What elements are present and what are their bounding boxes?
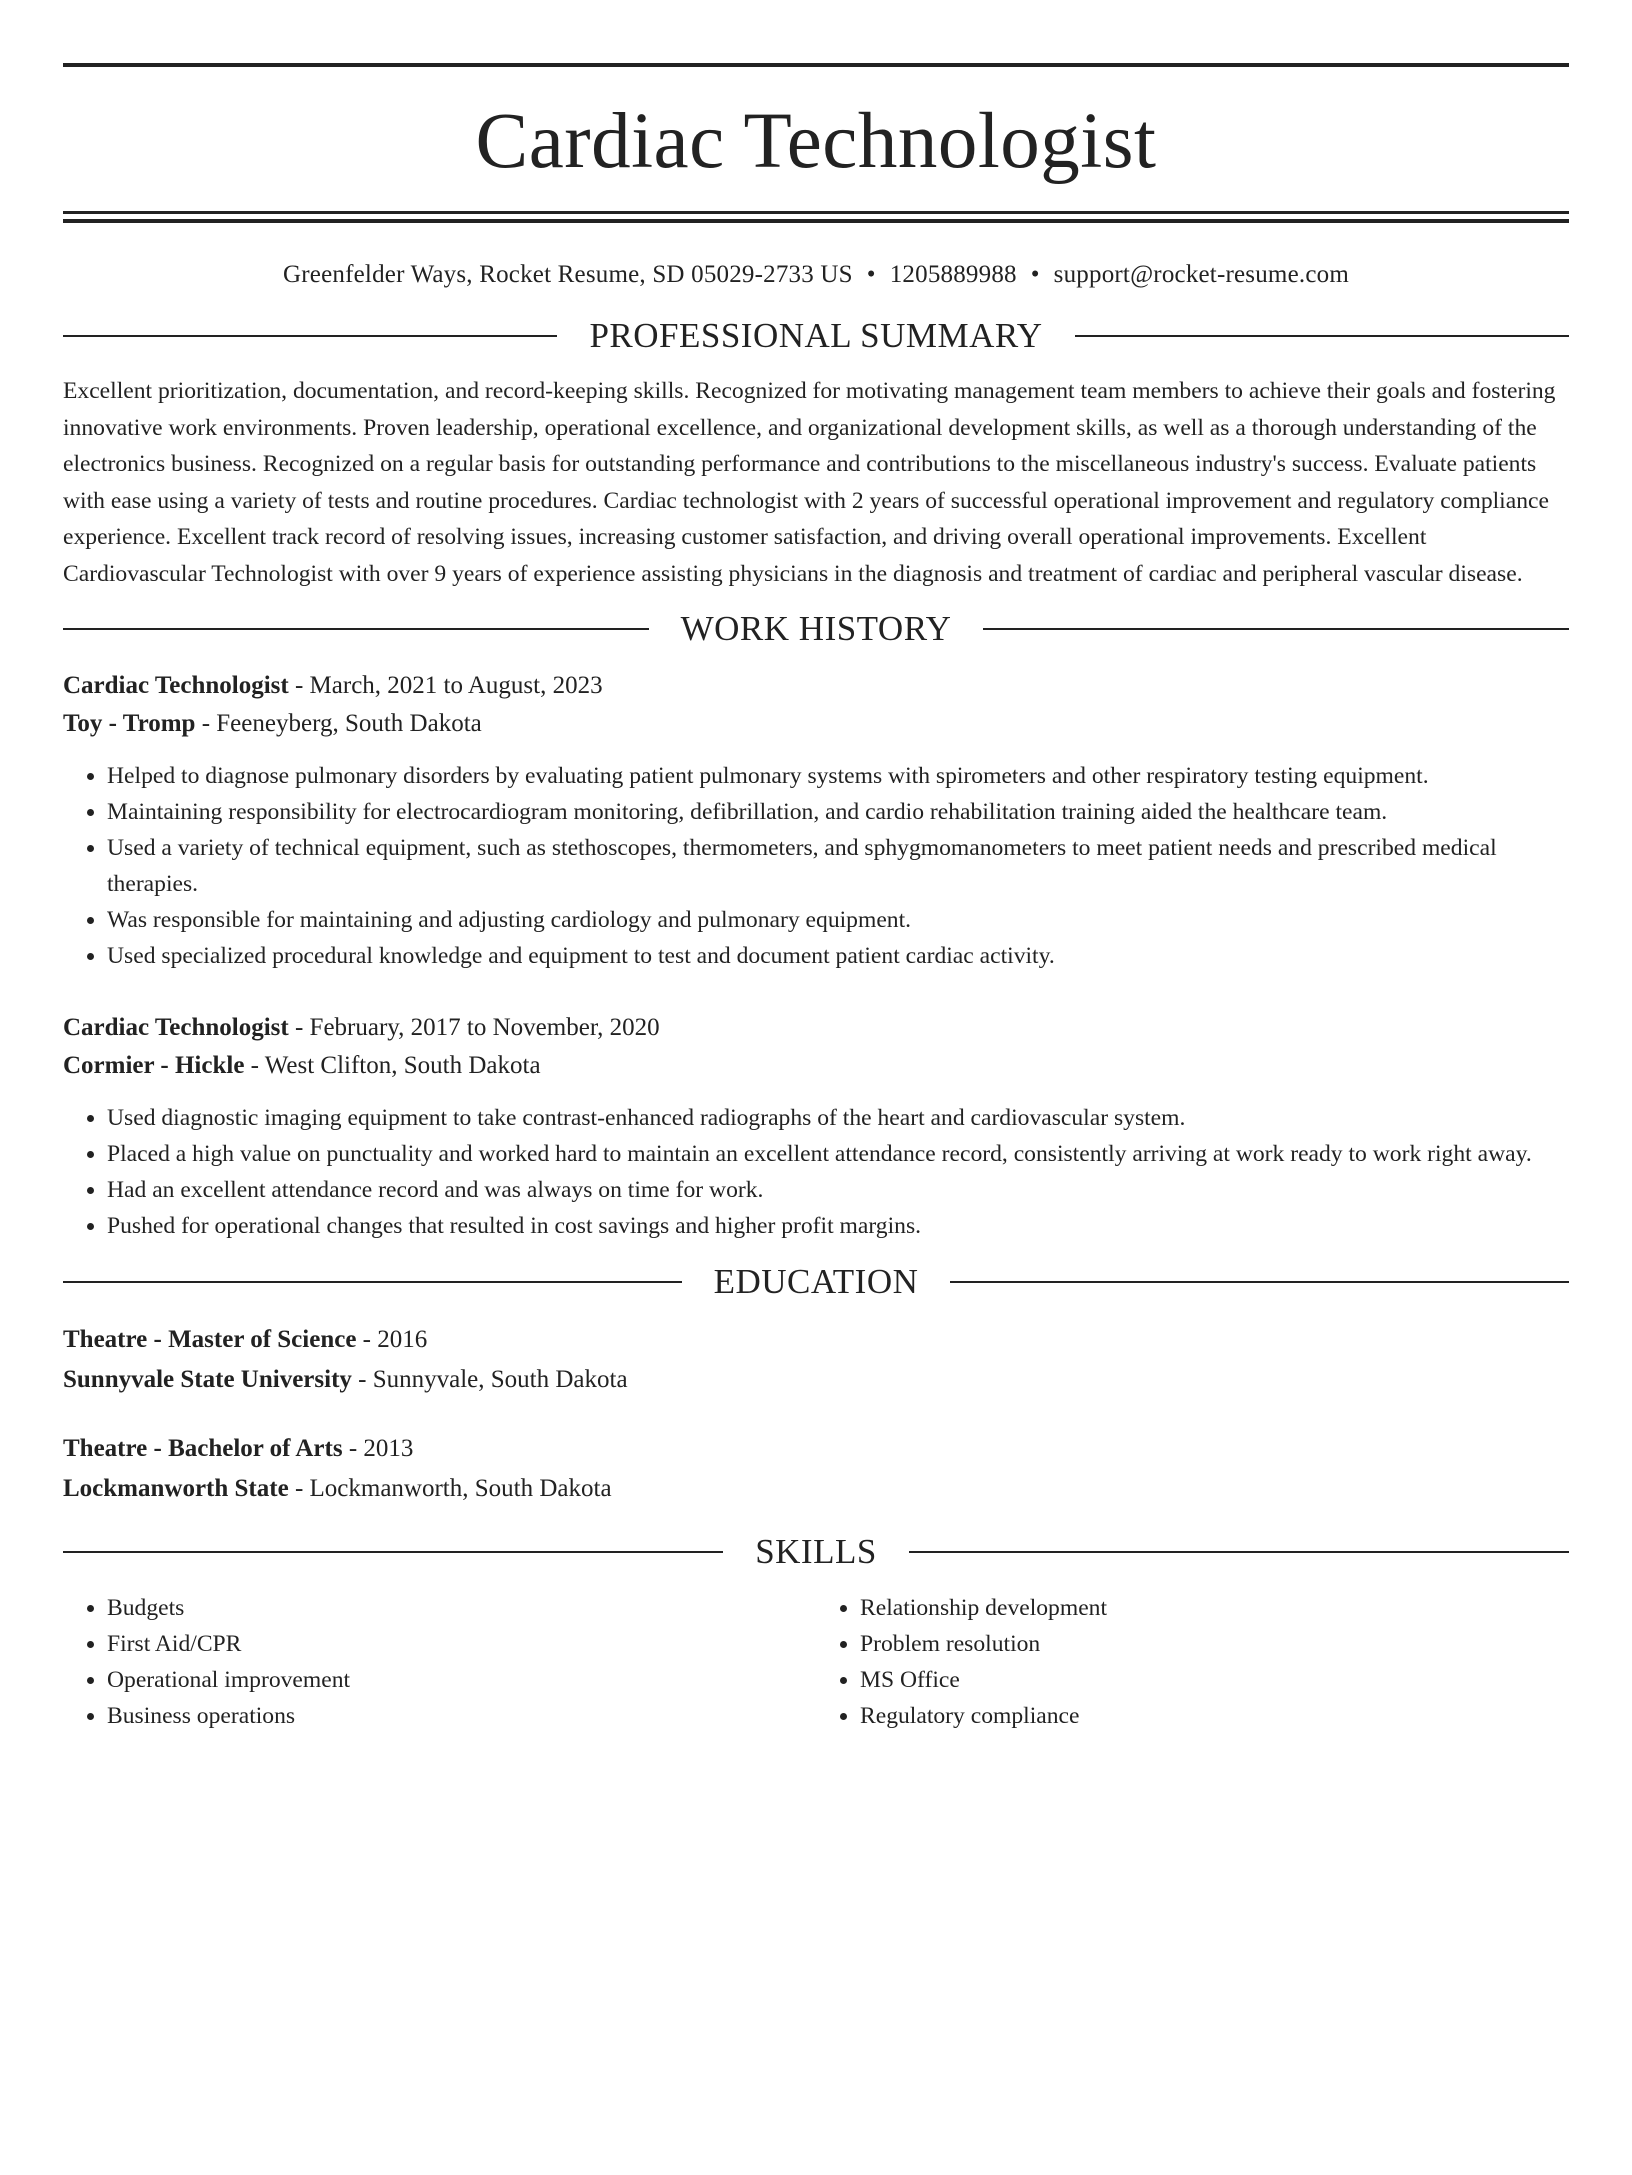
skill-item: • Relationship development — [860, 1590, 1569, 1626]
school-line — [63, 1469, 1569, 1509]
skill-item: • Operational improvement — [107, 1662, 816, 1698]
contact-email: support@rocket-resume.com — [1053, 261, 1349, 288]
contact-separator: • — [866, 261, 876, 288]
job-company-line — [63, 705, 1569, 743]
divider-line — [63, 335, 557, 337]
divider-line — [1075, 335, 1569, 337]
job-title-line — [63, 1009, 1569, 1047]
job-location: - Feeneyberg, South Dakota — [195, 710, 482, 737]
job-company: Cormier - Hickle — [63, 1052, 245, 1079]
summary-section-header — [63, 313, 1569, 359]
skills-column-left — [63, 1590, 816, 1734]
job-dates: - March, 2021 to August, 2023 — [288, 672, 603, 699]
job-location: - West Clifton, South Dakota — [244, 1052, 541, 1079]
school: Sunnyvale State University — [63, 1366, 352, 1393]
job-bullet: • Pushed for operational changes that resulted in cost savings and higher profit margins. — [107, 1208, 1569, 1244]
job-title-line — [63, 667, 1569, 705]
degree-line — [63, 1429, 1569, 1469]
job-bullet: • Had an excellent attendance record and was always on time for work. — [107, 1172, 1569, 1208]
school-line — [63, 1360, 1569, 1400]
professional-summary: Excellent prioritization, documentation, and record-keeping skills. Recognized for motivating management team members to achieve their goals and fostering innovative work environments. Proven leadership, operational excellence, and organizational development skills, as well as a thorough understanding of the electronics business. Recognized on a regular basis for outstanding performance and contributions to the miscellaneous industry's success. Evaluate patients with ease using a variety of tests and routine procedures. Cardiac technologist with 2 years of successful operational improvement and regulatory compliance experience. Excellent track record of resolving issues, increasing customer satisfaction, and driving overall operational improvements. Excellent Cardiovascular Technologist with over 9 years of experience assisting physicians in the diagnosis and treatment of cardiac and peripheral vascular disease. — [63, 378, 1556, 587]
skills-section-title: SKILLS — [755, 1532, 877, 1571]
skill-item: • First Aid/CPR — [107, 1626, 816, 1662]
job-bullet: • Maintaining responsibility for electrocardiogram monitoring, defibrillation, and cardio rehabilitation training aided the healthcare team. — [107, 794, 1569, 830]
contact-phone: 1205889988 — [889, 261, 1017, 288]
skill-item: • Budgets — [107, 1590, 816, 1626]
job-bullet: • Placed a high value on punctuality and worked hard to maintain an excellent attendance record, consistently arriving at work ready to work right away. — [107, 1136, 1569, 1172]
skill-item: • Regulatory compliance — [860, 1698, 1569, 1734]
job-bullet: • Used specialized procedural knowledge and equipment to test and document patient cardiac activity. — [107, 938, 1569, 974]
job-bullet: • Used a variety of technical equipment, such as stethoscopes, thermometers, and sphygmomanometers to meet patient needs and prescribed medical therapies. — [107, 830, 1569, 902]
divider-line — [983, 628, 1569, 630]
job-bullet: • Helped to diagnose pulmonary disorders by evaluating patient pulmonary systems with spirometers and other respiratory testing equipment. — [107, 758, 1569, 794]
job-entry — [63, 667, 1569, 974]
divider-line — [63, 628, 649, 630]
contact-address: Greenfelder Ways, Rocket Resume, SD 05029-2733 US — [283, 261, 853, 288]
degree-line — [63, 1320, 1569, 1360]
skills-section-header — [63, 1529, 1569, 1575]
divider-line — [950, 1281, 1569, 1283]
job-dates: - February, 2017 to November, 2020 — [288, 1014, 660, 1041]
header-double-rule — [63, 211, 1569, 223]
work-section-title: WORK HISTORY — [680, 609, 952, 648]
job-title: Cardiac Technologist — [63, 672, 289, 699]
job-company-line — [63, 1047, 1569, 1085]
degree: Theatre - Bachelor of Arts — [63, 1435, 343, 1462]
job-bullets — [63, 758, 1569, 974]
degree: Theatre - Master of Science — [63, 1326, 357, 1353]
candidate-name: Cardiac Technologist — [475, 98, 1157, 185]
divider-line — [909, 1551, 1569, 1553]
skill-item: • Business operations — [107, 1698, 816, 1734]
skills-column-right — [816, 1590, 1569, 1734]
job-bullets — [63, 1100, 1569, 1244]
education-section-header — [63, 1259, 1569, 1305]
divider-line — [63, 1281, 682, 1283]
contact-separator: • — [1030, 261, 1040, 288]
job-entry — [63, 1009, 1569, 1244]
skill-item: • MS Office — [860, 1662, 1569, 1698]
school-location: - Sunnyvale, South Dakota — [351, 1366, 628, 1393]
contact-line — [63, 257, 1569, 293]
education-entry — [63, 1320, 1569, 1400]
school-location: - Lockmanworth, South Dakota — [288, 1475, 612, 1502]
degree-year: - 2016 — [356, 1326, 428, 1353]
resume-page — [0, 63, 1632, 2175]
education-entry — [63, 1429, 1569, 1509]
job-company: Toy - Tromp — [63, 710, 196, 737]
divider-line — [63, 1551, 723, 1553]
job-bullet: • Used diagnostic imaging equipment to take contrast-enhanced radiographs of the heart and cardiovascular system. — [107, 1100, 1569, 1136]
summary-section-title: PROFESSIONAL SUMMARY — [589, 316, 1043, 355]
job-bullet: • Was responsible for maintaining and adjusting cardiology and pulmonary equipment. — [107, 902, 1569, 938]
school: Lockmanworth State — [63, 1475, 289, 1502]
skill-item: • Problem resolution — [860, 1626, 1569, 1662]
work-section-header — [63, 606, 1569, 652]
skills-list — [63, 1590, 1569, 1734]
degree-year: - 2013 — [342, 1435, 414, 1462]
job-title: Cardiac Technologist — [63, 1014, 289, 1041]
education-section-title: EDUCATION — [713, 1262, 919, 1301]
